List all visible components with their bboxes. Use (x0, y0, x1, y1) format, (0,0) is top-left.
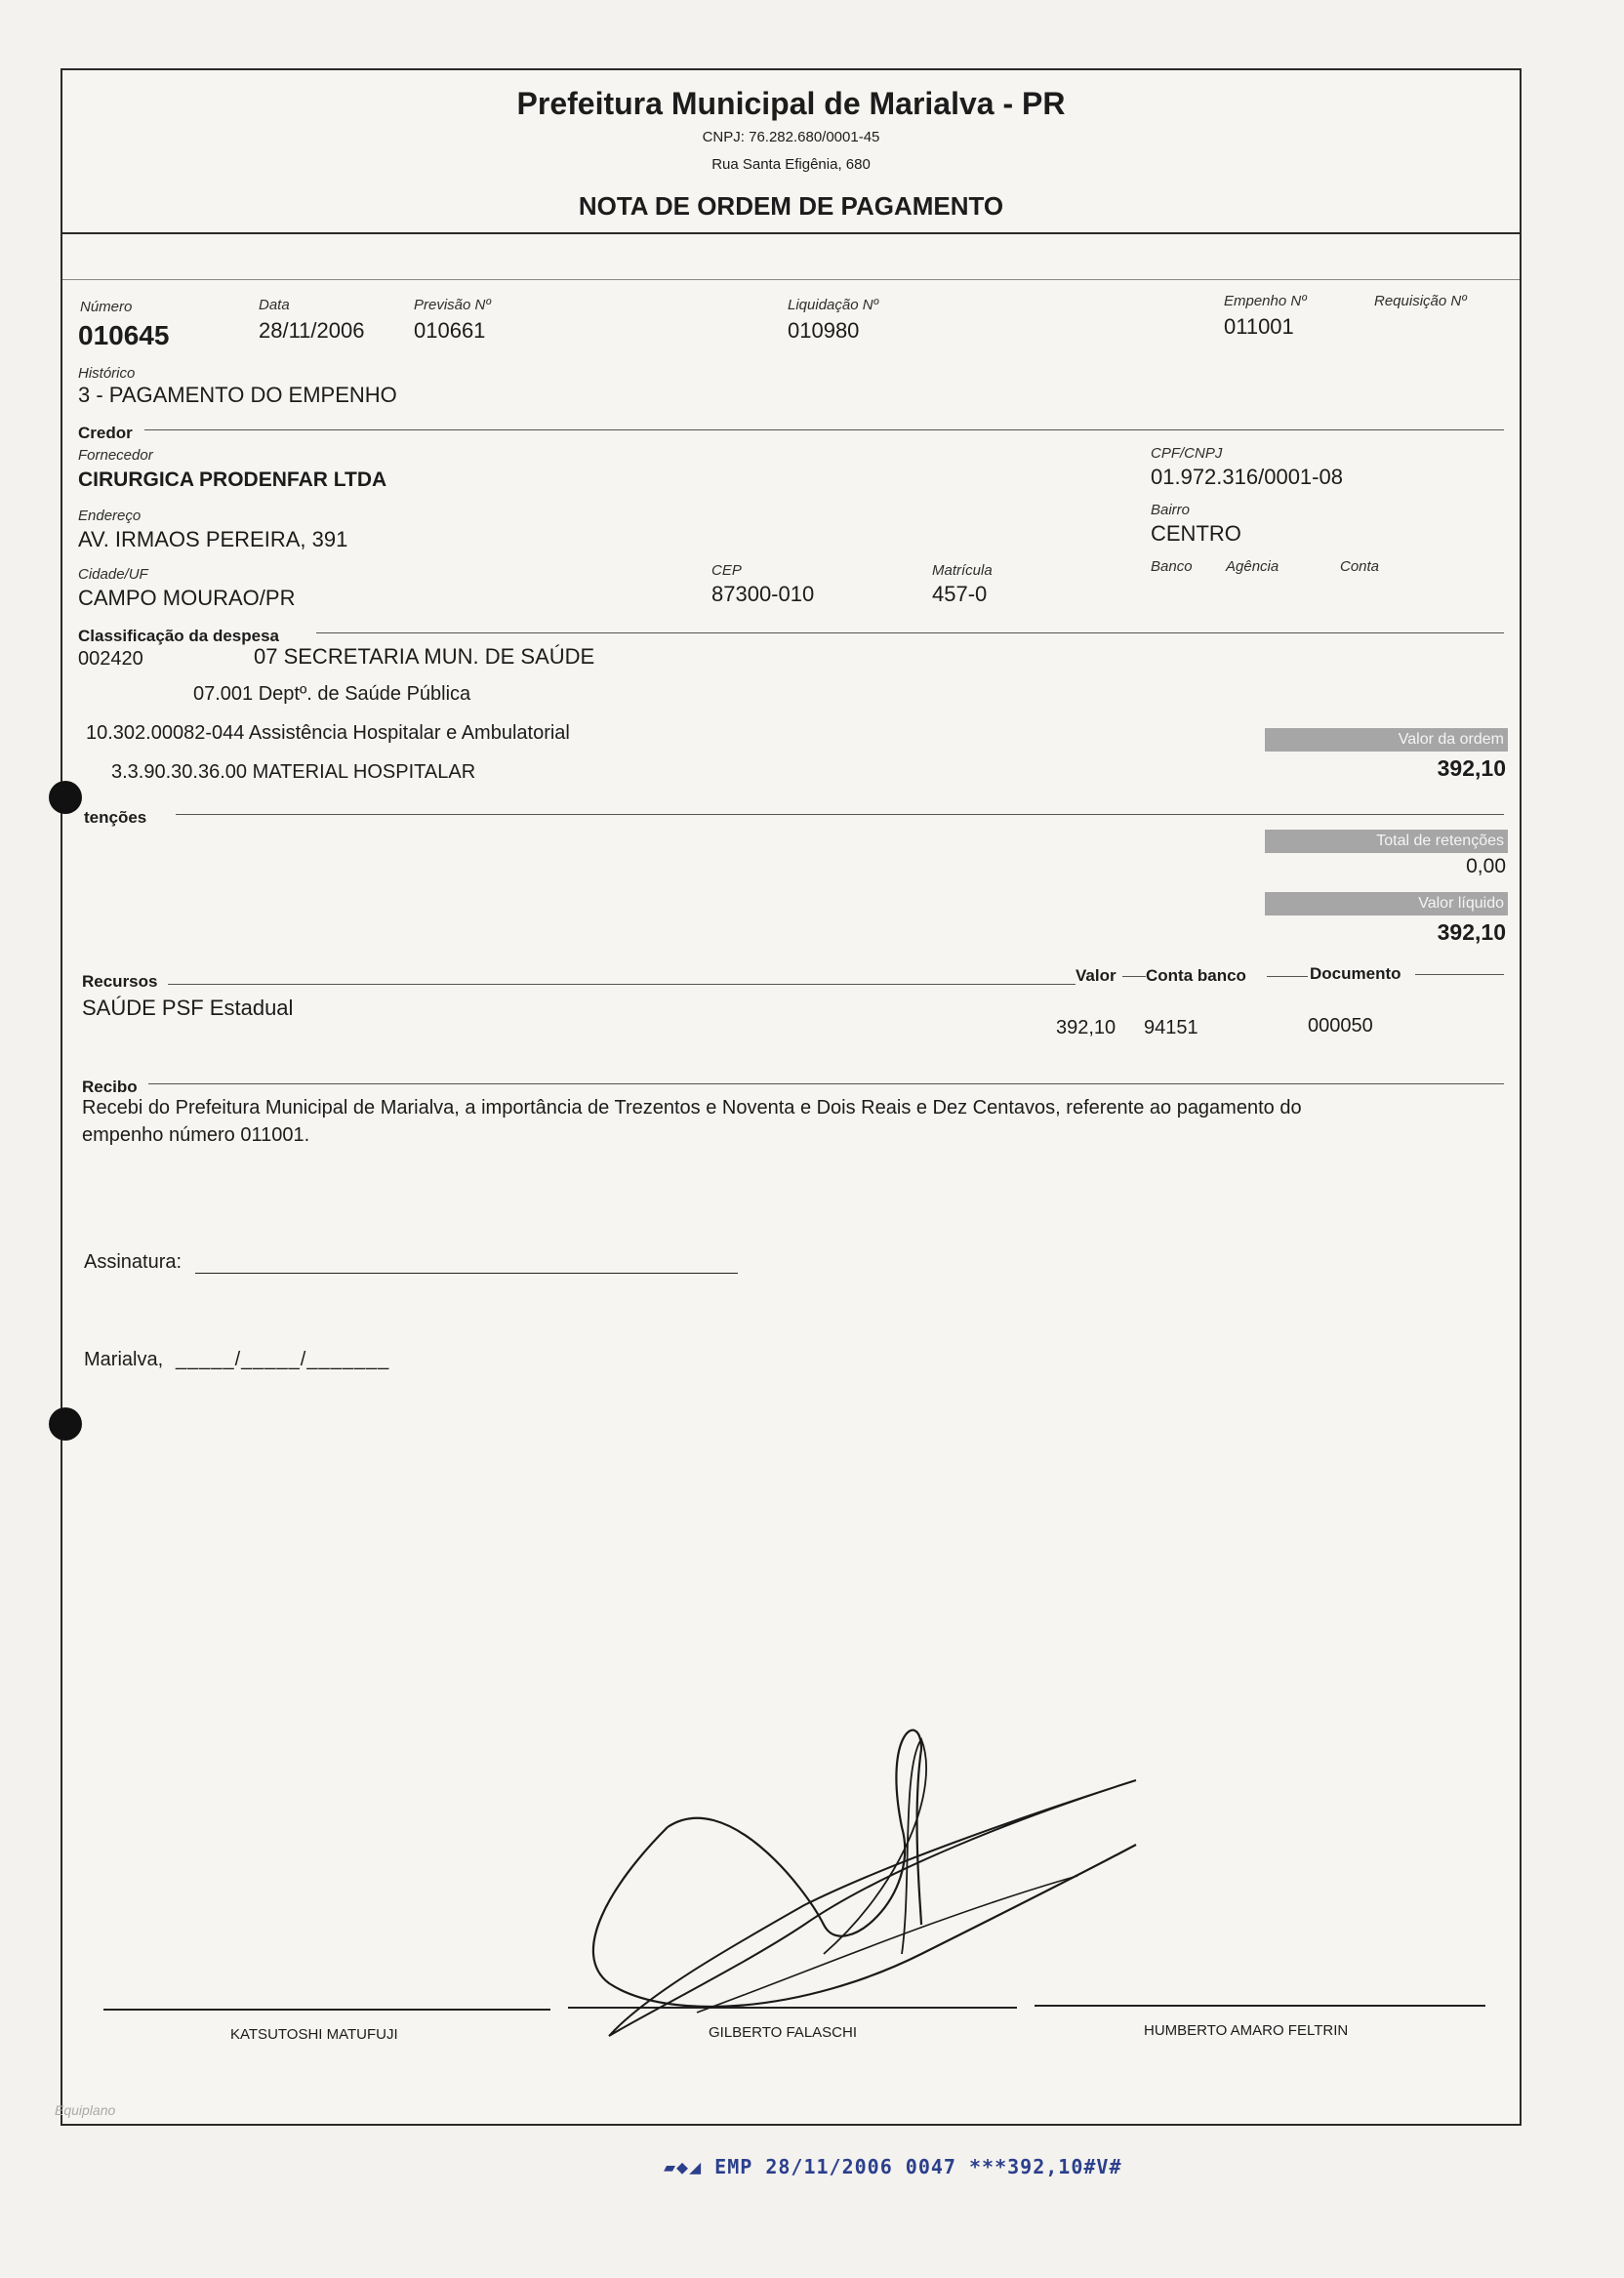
classificacao-line-1: 07 SECRETARIA MUN. DE SAÚDE (254, 644, 595, 669)
valor-liquido-label: Valor líquido (1265, 892, 1508, 915)
conta-label: Conta (1340, 558, 1380, 575)
previsao-value: 010661 (414, 318, 486, 343)
matricula-value: 457-0 (932, 582, 988, 606)
fornecedor-value: CIRURGICA PRODENFAR LTDA (78, 468, 387, 491)
stamp-logo-icon: ▰◆◢ (664, 2155, 715, 2178)
address-text: Rua Santa Efigênia, 680 (711, 156, 871, 173)
previsao-label: Previsão Nº (414, 297, 491, 313)
cidade-label: Cidade/UF (78, 566, 148, 583)
document-frame (55, 68, 1522, 2126)
classificacao-code: 002420 (78, 648, 143, 670)
classificacao-section-title: Classificação da despesa (78, 627, 280, 645)
empenho-label: Empenho Nº (1224, 293, 1307, 309)
liquidacao-label: Liquidação Nº (788, 297, 879, 313)
recursos-documento: 000050 (1308, 1015, 1373, 1037)
matricula-label: Matrícula (932, 562, 993, 579)
cep-label: CEP (711, 562, 742, 579)
recursos-valor: 392,10 (1056, 1017, 1116, 1038)
agencia-label: Agência (1226, 558, 1279, 575)
classificacao-line-4: 3.3.90.30.36.00 MATERIAL HOSPITALAR (111, 761, 476, 783)
banco-label: Banco (1151, 558, 1193, 575)
cpf-value: 01.972.316/0001-08 (1151, 465, 1343, 489)
recibo-text-line-1: Recebi do Prefeitura Municipal de Marialva, a importância de Trezentos e Noventa e Dois Reais e Dez Centavos, referente ao pagamento do (82, 1097, 1302, 1119)
date-blanks[interactable]: _____/_____/_______ (176, 1349, 390, 1370)
org-title: Prefeitura Municipal de Marialva - PR (516, 86, 1066, 121)
document-title: NOTA DE ORDEM DE PAGAMENTO (578, 191, 1004, 221)
data-value: 28/11/2006 (259, 318, 365, 343)
handwritten-signature (62, 70, 1520, 2124)
bairro-value: CENTRO (1151, 521, 1241, 546)
classificacao-line-3: 10.302.00082-044 Assistência Hospitalar e Ambulatorial (86, 722, 570, 744)
fornecedor-label: Fornecedor (78, 447, 153, 464)
cpf-label: CPF/CNPJ (1151, 445, 1223, 462)
numero-value: 010645 (78, 320, 170, 350)
cidade-value: CAMPO MOURAO/PR (78, 586, 296, 610)
total-retencoes-label: Total de retenções (1265, 830, 1508, 853)
recursos-conta-header: Conta banco (1146, 966, 1246, 985)
historico-value: 3 - PAGAMENTO DO EMPENHO (78, 383, 397, 407)
recibo-text-line-2: empenho número 011001. (82, 1124, 310, 1146)
empenho-value: 011001 (1224, 314, 1294, 339)
local-data-label: Marialva, (84, 1349, 164, 1370)
numero-label: Número (80, 299, 133, 315)
signatory-2: GILBERTO FALASCHI (709, 2024, 857, 2041)
retencoes-section-title: tenções (84, 808, 147, 827)
signatory-1: KATSUTOSHI MATUFUJI (230, 2026, 398, 2043)
endereco-label: Endereço (78, 508, 142, 524)
classificacao-line-2: 07.001 Deptº. de Saúde Pública (193, 683, 471, 705)
bairro-label: Bairro (1151, 502, 1191, 518)
cep-value: 87300-010 (711, 582, 815, 606)
valor-ordem-value: 392,10 (1437, 755, 1506, 781)
requisicao-label: Requisição Nº (1374, 293, 1467, 309)
data-label: Data (259, 297, 290, 313)
assinatura-label: Assinatura: (84, 1251, 183, 1273)
recursos-item: SAÚDE PSF Estadual (82, 996, 294, 1020)
cnpj-text: CNPJ: 76.282.680/0001-45 (702, 129, 880, 145)
recursos-conta: 94151 (1144, 1017, 1198, 1038)
liquidacao-value: 010980 (788, 318, 860, 343)
valor-ordem-label: Valor da ordem (1265, 728, 1508, 752)
recursos-valor-header: Valor (1076, 966, 1116, 985)
total-retencoes-value: 0,00 (1466, 855, 1506, 877)
bank-stamp (664, 2155, 1121, 2178)
historico-label: Histórico (78, 365, 136, 382)
recibo-section-title: Recibo (82, 1078, 138, 1096)
stamp-text: EMP 28/11/2006 0047 ***392,10#V# (714, 2155, 1122, 2178)
credor-section-title: Credor (78, 424, 133, 442)
recursos-documento-header: Documento (1310, 964, 1401, 983)
recursos-section-title: Recursos (82, 972, 158, 991)
software-watermark: Equiplano (55, 2102, 116, 2118)
endereco-value: AV. IRMAOS PEREIRA, 391 (78, 527, 348, 551)
signatory-3: HUMBERTO AMARO FELTRIN (1144, 2022, 1349, 2039)
valor-liquido-value: 392,10 (1437, 919, 1506, 945)
